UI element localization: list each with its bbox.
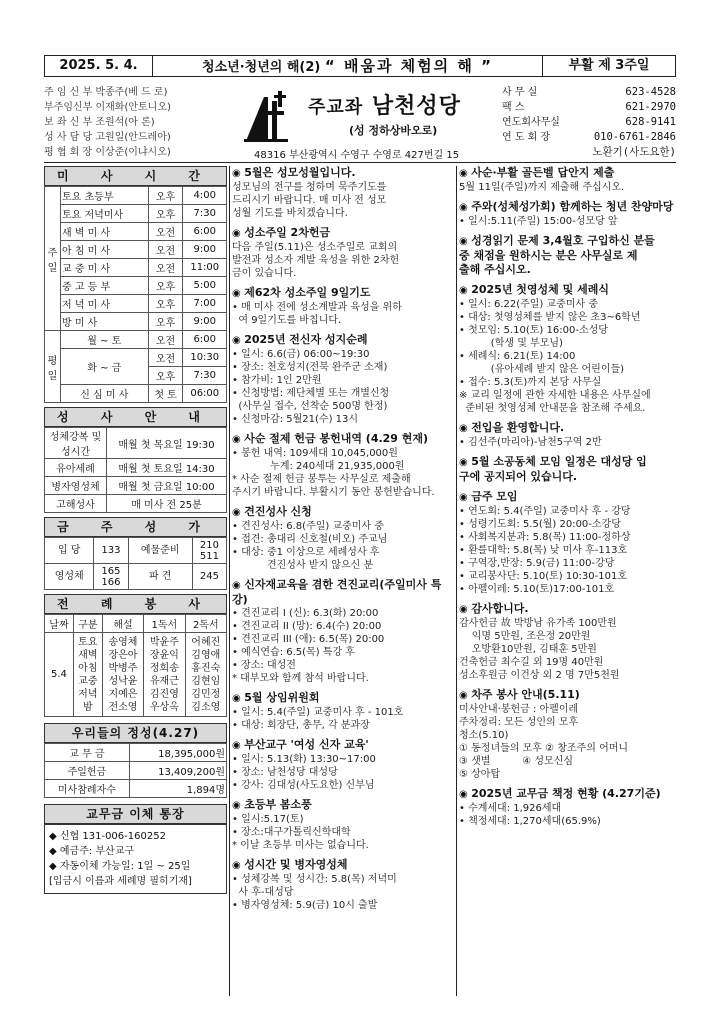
notice-item xyxy=(232,858,454,912)
church-header xyxy=(44,85,676,162)
notice-item xyxy=(232,333,454,426)
notice-body: 미사안내·봉헌금 : 아펠이레 주차정리: 모든 성인의 모후 청소(5.10) ① 동정녀들의 모후 ② 창조주의 어머니 ③ 샛별 ④ 성모신심 ⑤ 상아탑 xyxy=(459,704,629,780)
liturgical-sunday: 부활 제 3주일 xyxy=(568,58,650,73)
mass-period: 오후 xyxy=(148,313,183,331)
notice-title: ◉ 2025년 전신자 성지순례 xyxy=(232,333,454,348)
table-row xyxy=(45,277,227,295)
mass-name: 교 중 미 사 xyxy=(61,259,149,277)
mass-name: 저 녁 미 사 xyxy=(61,295,149,313)
mass-time: 6:00 xyxy=(183,223,227,241)
notice-title: ◉ 신자재교육을 겸한 견진교리(주일미사 특강) xyxy=(232,578,454,607)
table-row xyxy=(45,241,227,259)
liturgy-header: 날짜 xyxy=(45,615,74,633)
notice-body: • 견진교리 I (신): 6.3(화) 20:00 • 견진교리 II (망): 6.4(수) 20:00 • 견진교리 III (애): 6.5(목) 20:00 • 예식연습: 6.5(목) 특강 후 • 장소: 대성전 * 대부모와 함께 참석 바랍니다. xyxy=(232,608,385,684)
mass-time: 5:00 xyxy=(183,277,227,295)
theme-main: “ 배움과 체험의 해 ” xyxy=(324,57,493,75)
liturgy-reading2: 어혜진 김영애 홍진숙 김현임 김민정 김소영 xyxy=(185,633,226,717)
notice-title: ◉ 초등부 봄소풍 xyxy=(232,798,454,813)
mass-period: 오후 xyxy=(148,205,183,223)
notice-body: • 일시:5.11(주일) 15:00-성모당 앞 xyxy=(459,216,618,227)
notice-title: ◉ 성경읽기 문제 3,4월호 구입하신 분들 중 채점을 원하시는 분은 사무실로 제 출해 주십시오. xyxy=(459,234,677,277)
hymn-part: 영성체 xyxy=(45,564,94,590)
notice-body: • 수계세대: 1,926세대 • 책정세대: 1,270세대(65.9%) xyxy=(459,803,601,827)
notice-body: • 일시:5.17(토) • 장소:대구가톨릭신학대학 * 이날 초등부 미사는 없습니다. xyxy=(232,814,369,851)
notice-title: ◉ 2025년 첫영성체 및 세례식 xyxy=(459,283,677,298)
notice-body: • 성체강복 및 성시간: 5.8(목) 저녁미 사 후-대성당 • 병자영성체: 5.9(금) 10시 출발 xyxy=(232,874,397,911)
liturgy-types: 토요 새벽 아침 교중 저녁 밤 xyxy=(73,633,102,717)
notice-item xyxy=(459,490,677,596)
staff-item: 부주임신부 이재화(안토니오) xyxy=(44,102,171,113)
notice-body: 다음 주일(5.11)은 성소주일로 교회의 발전과 성소자 계발 육성을 위한 2차헌 금이 있습니다. xyxy=(232,242,400,279)
mass-name: 신 심 미 사 xyxy=(61,385,149,403)
contact-row: 노환기(사도요한) xyxy=(592,146,676,158)
mass-time: 4:00 xyxy=(183,187,227,205)
mass-time: 10:30 xyxy=(183,349,227,367)
liturgy-header: 1독서 xyxy=(144,615,185,633)
notice-body: • 봉헌 내역: 109세대 10,045,000원 누계: 240세대 21,935,000원 * 사순 절제 헌금 봉투는 사무실로 제출해 주시기 바랍니다. 부활시기 동안 봉헌받습니다. xyxy=(232,448,435,498)
notice-title: ◉ 5월은 성모성월입니다. xyxy=(232,166,454,181)
church-name-prefix: 주교좌 xyxy=(308,97,364,118)
table-row xyxy=(45,205,227,223)
notice-body: • 일시: 5.4(주일) 교중미사 후 - 101호 • 대상: 회장단, 총무, 각 분과장 xyxy=(232,707,404,731)
sacrament-name: 고해성사 xyxy=(45,495,107,513)
contact-row: 사 무 실 623-4528 xyxy=(502,86,676,98)
hymn-number: 133 xyxy=(94,538,128,564)
notice-item xyxy=(232,505,454,572)
notice-item xyxy=(459,421,677,449)
sacrament-name: 성체강복 및 성시간 xyxy=(45,428,107,459)
table-row xyxy=(45,259,227,277)
mass-group-label: 주일 xyxy=(45,187,61,331)
notice-body: • 일시: 6.6(금) 06:00~19:30 • 장소: 천호성지(전북 완주군 소재) • 참가비: 1인 2만원 • 신청방법: 제단체별 또는 개별신청 (사무실 접수, 선착순 500명 한정) • 신청마감: 5월21(수) 13시 xyxy=(232,349,390,425)
theme-prefix: 청소년·청년의 해(2) xyxy=(202,60,321,75)
staff-item: 보 좌 신 부 조원석(아 론) xyxy=(44,117,155,128)
notice-item xyxy=(232,578,454,685)
notice-item xyxy=(232,798,454,852)
notice-item xyxy=(459,234,677,277)
notice-title: ◉ 성시간 및 병자영성체 xyxy=(232,858,454,873)
notice-title: ◉ 5월 상임위원회 xyxy=(232,691,454,706)
notice-title: ◉ 성소주일 2차헌금 xyxy=(232,226,454,241)
mass-name: 새 벽 미 사 xyxy=(61,223,149,241)
hymn-number: 165 166 xyxy=(94,564,128,590)
notice-item xyxy=(232,166,454,220)
liturgy-service-table xyxy=(44,614,227,717)
offering-label: 미사참례자수 xyxy=(45,780,130,798)
offering-label: 교 무 금 xyxy=(45,744,130,762)
notice-item xyxy=(232,286,454,327)
notice-title: ◉ 부산교구 '여성 신자 교육' xyxy=(232,738,454,753)
notice-title: ◉ 견진성사 신청 xyxy=(232,505,454,520)
mass-times-table xyxy=(44,186,227,403)
hymns-table xyxy=(44,537,227,590)
notice-title: ◉ 전입을 환영합니다. xyxy=(459,421,677,436)
notice-body: 5월 11일(주일)까지 제출해 주십시오. xyxy=(459,182,625,193)
notice-body: • 일시: 6.22(주일) 교중미사 중 • 대상: 첫영성체를 받지 않은 초3~6학년 • 첫모임: 5.10(토) 16:00-소성당 (학생 및 부모님) • 세례식: 6.21(토) 14:00 (유아세례 받지 않은 어린이들) • 접수: 5.3(토)까지 본당 사무실 ※ 교리 일정에 관한 자세한 내용은 사무실에 준비된 첫영성체 안내문을 참조해 주세요. xyxy=(459,299,651,414)
offering-amount: 18,395,000원 xyxy=(129,744,226,762)
liturgy-commentary: 송영체 장은아 박병주 성낙윤 지예은 전소영 xyxy=(102,633,143,717)
mass-name: 중 고 등 부 xyxy=(61,277,149,295)
mass-period: 오전 xyxy=(148,241,183,259)
table-row xyxy=(45,744,227,762)
table-row xyxy=(45,564,227,590)
sacrament-schedule: 매월 첫 토요일 14:30 xyxy=(107,459,227,477)
mass-period: 첫 토 xyxy=(148,385,183,403)
table-row xyxy=(45,428,227,459)
church-patron: (성 정하상바오로) xyxy=(349,124,438,137)
mass-period: 오전 xyxy=(148,259,183,277)
table-row xyxy=(45,477,227,495)
table-row xyxy=(45,349,227,367)
notice-body: 성모님의 전구를 청하며 묵주기도를 드리시기 바랍니다. 매 미사 전 성모 성월 기도를 바치겠습니다. xyxy=(232,182,387,219)
staff-list xyxy=(44,85,236,160)
notice-item xyxy=(459,602,677,682)
notice-title: ◉ 차주 봉사 안내(5.11) xyxy=(459,688,677,703)
middle-column xyxy=(232,166,454,918)
left-column xyxy=(44,166,227,894)
notice-body: • 견진성사: 6.8(주일) 교중미사 중 • 접견: 총대리 신호철(비오) 주교님 • 대상: 중1 이상으로 세례성사 후 견진성사 받지 않으신 분 xyxy=(232,521,388,571)
table-row xyxy=(45,385,227,403)
notice-item xyxy=(459,455,677,484)
church-address: 48316 부산광역시 수영구 수영로 427번길 15 xyxy=(254,150,460,161)
hymn-number: 245 xyxy=(192,564,226,590)
contact-row: 연 도 회 장 010-6761-2846 xyxy=(502,131,676,143)
column-divider xyxy=(229,166,230,996)
liturgy-reading1: 박윤주 장윤익 정희송 유재근 김진영 우상옥 xyxy=(144,633,185,717)
mass-name: 화 ~ 금 xyxy=(61,349,149,385)
hymns-title: 금 주 성 가 xyxy=(44,517,227,537)
mass-time: 9:00 xyxy=(183,313,227,331)
mass-time: 7:30 xyxy=(183,367,227,385)
offering-amount: 1,894명 xyxy=(129,780,226,798)
notice-title: ◉ 5월 소공동체 모임 일정은 대성당 입 구에 공지되어 있습니다. xyxy=(459,455,677,484)
contact-list xyxy=(502,85,676,160)
mass-period: 오후 xyxy=(148,367,183,385)
mass-period: 오전 xyxy=(148,331,183,349)
liturgy-header: 해설 xyxy=(102,615,143,633)
notice-title: ◉ 사순 절제 헌금 봉헌내역 (4.29 현재) xyxy=(232,432,454,447)
header-divider xyxy=(44,162,676,163)
header-bar xyxy=(44,55,676,77)
table-row xyxy=(45,187,227,205)
bulletin-date: 2025. 5. 4. xyxy=(45,56,153,76)
notice-item xyxy=(459,787,677,828)
offering-amount: 13,409,200원 xyxy=(129,762,226,780)
mass-time: 11:00 xyxy=(183,259,227,277)
offering-label: 주일헌금 xyxy=(45,762,130,780)
mass-time: 7:30 xyxy=(183,205,227,223)
mass-name: 토요 저녁미사 xyxy=(61,205,149,223)
table-row xyxy=(45,313,227,331)
staff-item: 평 협 회 장 이상준(이냐시오) xyxy=(44,147,171,158)
notice-title: ◉ 2025년 교무금 책정 현황 (4.27기준) xyxy=(459,787,677,802)
right-column xyxy=(459,166,677,834)
hymn-part: 입 당 xyxy=(45,538,94,564)
column-divider xyxy=(456,166,457,996)
mass-period: 오후 xyxy=(148,295,183,313)
mass-period: 오전 xyxy=(148,349,183,367)
liturgy-header: 구분 xyxy=(73,615,102,633)
mass-name: 아 침 미 사 xyxy=(61,241,149,259)
mass-time: 7:00 xyxy=(183,295,227,313)
mass-name: 방 미 사 xyxy=(61,313,149,331)
table-row xyxy=(45,780,227,798)
mass-time: 06:00 xyxy=(183,385,227,403)
notice-item xyxy=(232,691,454,732)
liturgy-service-title: 전 례 봉 사 xyxy=(44,594,227,614)
table-row xyxy=(45,223,227,241)
bank-transfer-info: ◆ 신협 131-006-160252 ◆ 예금주: 부산교구 ◆ 자동이체 가능일: 1일 ~ 25일 [입금시 이름과 세례명 필히기재] xyxy=(44,824,227,894)
notice-item xyxy=(232,226,454,280)
notice-item xyxy=(459,200,677,228)
offering-title: 우리들의 정성(4.27) xyxy=(44,723,227,743)
bank-transfer-title: 교무금 이체 통장 xyxy=(44,804,227,824)
notice-item xyxy=(232,432,454,499)
notice-body: 감사헌금 故 박방남 유가족 100만원 익명 5만원, 조은정 20만원 오방환10만원, 김태훈 5만원 건축헌금 최수길 외 19명 40만원 성소후원금 이건상 외 2 명 7만5천원 xyxy=(459,618,620,681)
contact-row: 연도회사무실 628-9141 xyxy=(502,116,676,128)
offering-table xyxy=(44,743,227,798)
notice-title: ◉ 제62차 성소주일 9일기도 xyxy=(232,286,454,301)
notice-body: • 김선주(마리아)-남천5구역 2반 xyxy=(459,437,602,448)
table-row xyxy=(45,615,227,633)
table-row xyxy=(45,633,227,717)
staff-item: 성 사 담 당 고원일(안드레아) xyxy=(44,132,171,143)
hymn-part: 예물준비 xyxy=(128,538,192,564)
year-theme xyxy=(153,56,543,76)
sacrament-name: 유아세례 xyxy=(45,459,107,477)
table-row xyxy=(45,495,227,513)
liturgy-date: 5.4 xyxy=(45,633,74,717)
notice-item xyxy=(459,283,677,415)
notice-body: • 연도회: 5.4(주일) 교중미사 후 - 강당 • 성령기도회: 5.5(월) 20:00-소강당 • 사회복지분과: 5.8(목) 11:00-정하상 • 환를대학: 5.8(목) 낮 미사 후-113호 • 구역장,반장: 5.9(금) 11:00-강당 • 교리봉사단: 5.10(토) 10:30-101호 • 아펠이레: 5.10(토)17:00-101호 xyxy=(459,506,631,595)
table-row xyxy=(45,538,227,564)
mass-period: 오후 xyxy=(148,277,183,295)
notice-item xyxy=(459,166,677,194)
mass-name: 월 ~ 토 xyxy=(61,331,149,349)
mass-period: 오전 xyxy=(148,223,183,241)
notice-item xyxy=(232,738,454,792)
notice-title: ◉ 사순·부활 골든벨 답안지 제출 xyxy=(459,166,677,181)
staff-item: 주 임 신 부 박종주(베 드 로) xyxy=(44,87,168,98)
church-name xyxy=(308,89,461,120)
notice-title: ◉ 주와(성체성가회) 함께하는 청년 찬양마당 xyxy=(459,200,677,215)
mass-period: 오후 xyxy=(148,187,183,205)
church-name-main: 남천성당 xyxy=(371,93,461,119)
mass-times-title: 미 사 시 간 xyxy=(44,166,227,186)
mass-name: 토요 초등부 xyxy=(61,187,149,205)
table-row xyxy=(45,331,227,349)
notice-title: ◉ 금주 모임 xyxy=(459,490,677,505)
sacrament-schedule: 매월 첫 금요일 10:00 xyxy=(107,477,227,495)
notice-body: • 매 미사 전에 성소계발과 육성을 위하 여 9일기도를 바칩니다. xyxy=(232,302,402,326)
table-row xyxy=(45,459,227,477)
notice-item xyxy=(459,688,677,781)
sacraments-table xyxy=(44,427,227,513)
sacrament-schedule: 매 미사 전 25분 xyxy=(107,495,227,513)
sacraments-title: 성 사 안 내 xyxy=(44,407,227,427)
mass-group-label: 평일 xyxy=(45,331,61,403)
table-row xyxy=(45,762,227,780)
contact-row: 팩 스 621-2970 xyxy=(502,101,676,113)
hymn-number: 210 511 xyxy=(192,538,226,564)
sacrament-schedule: 매월 첫 목요일 19:30 xyxy=(107,428,227,459)
liturgy-header: 2독서 xyxy=(185,615,226,633)
mass-time: 6:00 xyxy=(183,331,227,349)
sacrament-name: 병자영성체 xyxy=(45,477,107,495)
notice-body: • 일시: 5.13(화) 13:30~17:00 • 장소: 남천성당 대성당 • 강사: 김대성(사도요한) 신부님 xyxy=(232,754,376,791)
hymn-part: 파 견 xyxy=(128,564,192,590)
table-row xyxy=(45,295,227,313)
notice-title: ◉ 감사합니다. xyxy=(459,602,677,617)
church-logo-icon xyxy=(242,89,290,145)
mass-time: 9:00 xyxy=(183,241,227,259)
